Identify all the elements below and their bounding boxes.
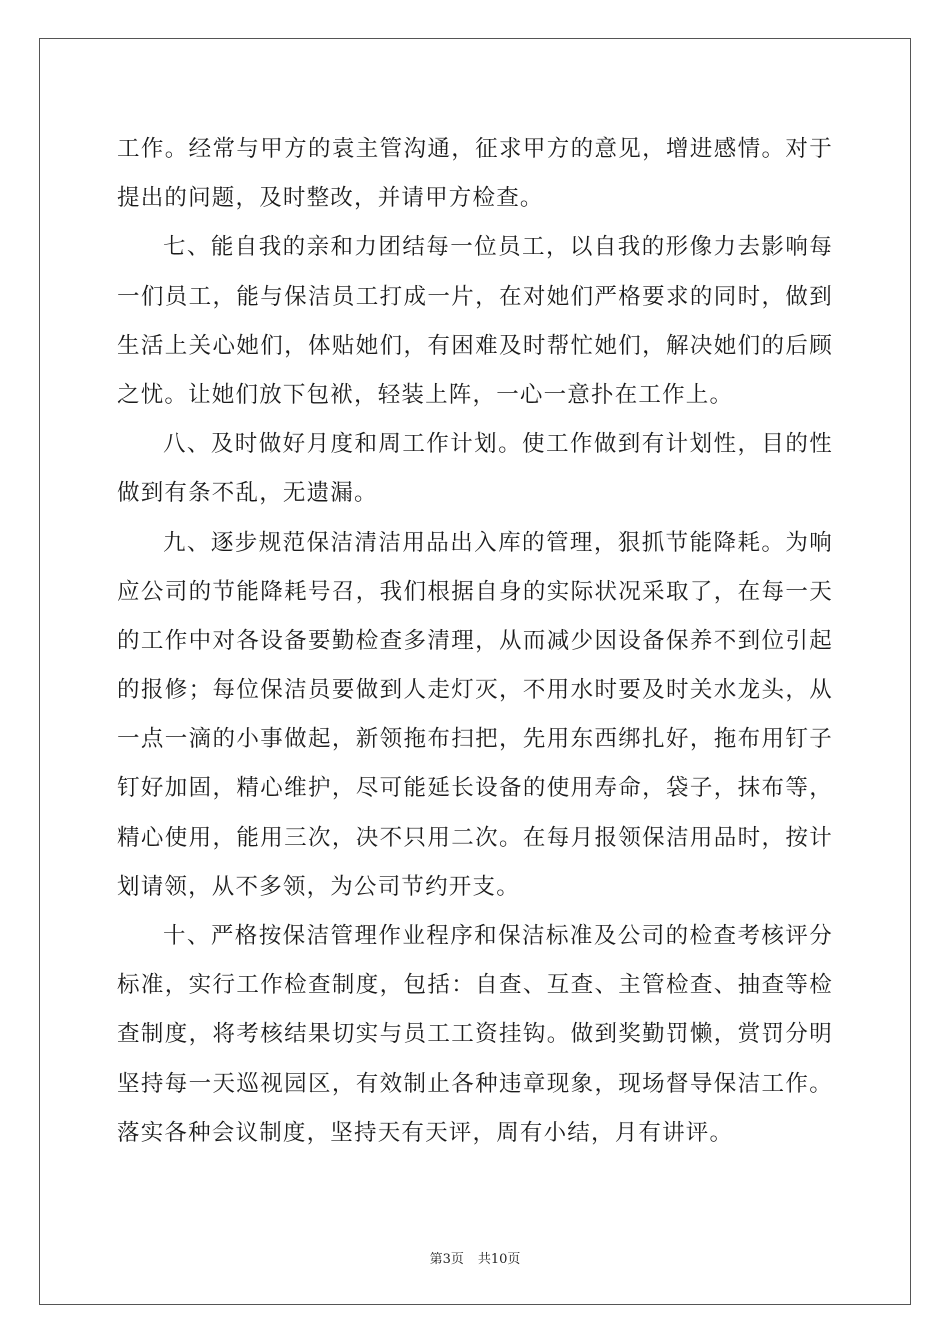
text-line: 坚持每一天巡视园区，有效制止各种违章现象，现场督导保洁工作。 [117, 1070, 833, 1097]
text-line: 标准，实行工作检查制度，包括：自查、互查、主管检查、抽查等检 [117, 972, 833, 999]
text-line: 一点一滴的小事做起，新领拖布扫把，先用东西绑扎好，拖布用钉子 [117, 726, 833, 753]
text-line: 提出的问题，及时整改，并请甲方检查。 [117, 185, 544, 212]
text-line: 八、及时做好月度和周工作计划。使工作做到有计划性，目的性 [163, 431, 833, 458]
text-line: 应公司的节能降耗号召，我们根据自身的实际状况采取了，在每一天 [117, 578, 833, 605]
paragraph [117, 223, 833, 420]
page-footer [0, 1248, 950, 1267]
text-line: 之忧。让她们放下包袱，轻装上阵，一心一意扑在工作上。 [117, 381, 734, 408]
text-line: 钉好加固，精心维护，尽可能延长设备的使用寿命，袋子，抹布等， [117, 775, 833, 802]
paragraph [117, 420, 833, 518]
text-line: 七、能自我的亲和力团结每一位员工，以自我的形像力去影响每 [163, 234, 833, 261]
text-line: 的工作中对各设备要勤检查多清理，从而减少因设备保养不到位引起 [117, 627, 833, 654]
text-line: 的报修；每位保洁员要做到人走灯灭，不用水时要及时关水龙头，从 [117, 677, 833, 704]
paragraph [117, 912, 833, 1158]
text-line: 工作。经常与甲方的袁主管沟通，征求甲方的意见，增进感情。对于 [117, 136, 833, 162]
page-number: 第3页 [429, 1252, 464, 1267]
text-line: 查制度，将考核结果切实与员工工资挂钩。做到奖勤罚懒，赏罚分明 [117, 1021, 833, 1048]
text-line: 划请领，从不多领，为公司节约开支。 [117, 873, 520, 900]
text-line: 一们员工，能与保洁员工打成一片，在对她们严格要求的同时，做到 [117, 283, 833, 310]
text-line: 做到有条不乱，无遗漏。 [117, 480, 378, 507]
page-total: 共10页 [477, 1252, 521, 1267]
text-line: 落实各种会议制度，坚持天有天评，周有小结，月有讲评。 [117, 1119, 734, 1146]
text-line: 十、严格按保洁管理作业程序和保洁标准及公司的检查考核评分 [163, 923, 833, 949]
paragraph [117, 125, 833, 223]
text-line: 九、逐步规范保洁清洁用品出入库的管理，狠抓节能降耗。为响 [163, 529, 833, 556]
document-body [117, 125, 833, 1158]
text-line: 精心使用，能用三次，决不只用二次。在每月报领保洁用品时，按计 [117, 824, 833, 851]
text-line: 生活上关心她们，体贴她们，有困难及时帮忙她们，解决她们的后顾 [117, 332, 833, 359]
paragraph [117, 519, 833, 913]
